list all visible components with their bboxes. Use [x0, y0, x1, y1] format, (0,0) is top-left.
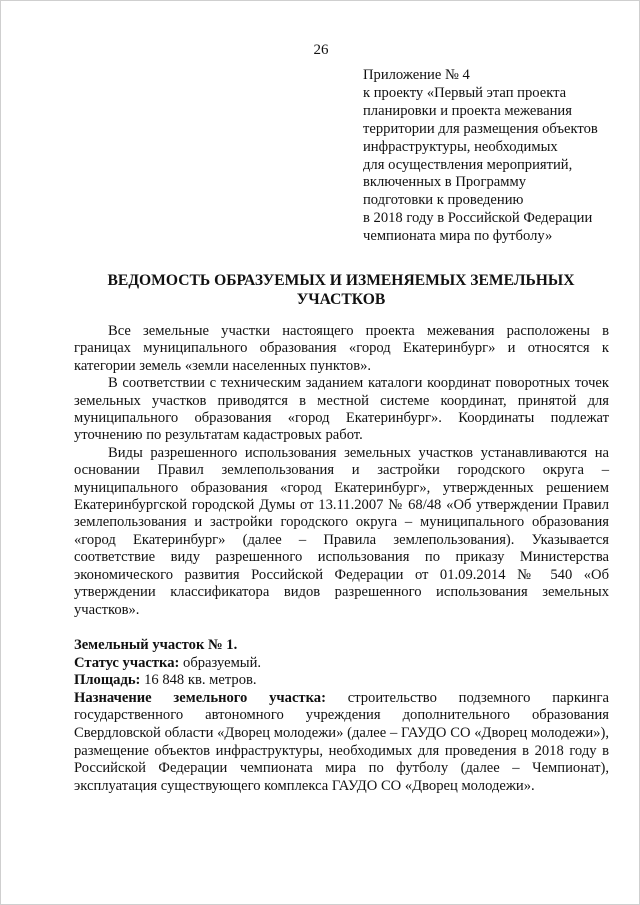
appendix-line: планировки и проекта межевания [363, 102, 572, 119]
paragraph-coordinates: В соответствии с техническим заданием каталоги координат поворотных точек земельных участков приводятся в местной системе координат, принятой для муниципального образования «город Екатеринбург». Координаты подлежат уточнению по результатам кадастровых работ. [74, 375, 609, 444]
paragraph-permitted-use: Виды разрешенного использования земельных участков устанавливаются на основании Правил землепользования и застройки городского округа – муниципального образования «город Екатеринбург», утвержденных решением Екатеринбургской городской Думы от 13.11.2007 № 68/48 «Об утверждении Правил землепользования и застройки городского округа – муниципального образования «город Екатеринбург» (далее – Правила землепользования). Указывается соответствие виду разрешенного использования по приказу Министерства экономического развития Российской Федерации от 01.09.2014 № 540 «Об утверждении классификатора видов разрешенного использования земельных участков». [74, 444, 609, 618]
plot-status-value: образуемый. [179, 654, 262, 671]
plot-purpose-label: Назначение земельного участка: [74, 689, 326, 706]
plot-area [74, 672, 609, 690]
plot-purpose-value: строительство подземного паркинга государственного автономного учреждения дополнительного образования Свердловской области «Дворец молодежи» (далее – ГАУДО СО «Дворец молодежи»), размещение объектов инфраструктуры, необходимых для проведения в 2018 году в Российской Федерации чемпионата мира по футболу (далее – Чемпионат), эксплуатация существующего комплекса ГАУДО СО «Дворец молодежи». [74, 689, 609, 794]
title-line-1: ВЕДОМОСТЬ ОБРАЗУЕМЫХ И ИЗМЕНЯЕМЫХ ЗЕМЕЛЬНЫХ [107, 272, 575, 289]
document-body [74, 323, 609, 619]
appendix-line: к проекту «Первый этап проекта [363, 84, 567, 101]
paragraph-land-category: Все земельные участки настоящего проекта межевания расположены в границах муниципального образования «город Екатеринбург» и относятся к категории земель «земли населенных пунктов». [74, 323, 609, 374]
plot-purpose [74, 690, 609, 796]
plot-section [74, 637, 609, 795]
page-number: 26 [313, 42, 329, 58]
document-title [73, 272, 609, 309]
title-line-2: УЧАСТКОВ [296, 290, 386, 308]
appendix-line: инфраструктуры, необходимых [363, 138, 558, 155]
appendix-line: в 2018 году в Российской Федерации [363, 210, 593, 227]
plot-area-value: 16 848 кв. метров. [140, 672, 257, 689]
plot-heading-text: Земельный участок № 1. [74, 637, 238, 653]
appendix-line: включенных в Программу [363, 174, 526, 191]
appendix-line: для осуществления мероприятий, [363, 156, 573, 173]
appendix-line: подготовки к проведению [363, 192, 524, 209]
appendix-line: чемпионата мира по футболу» [363, 228, 553, 245]
plot-heading [74, 637, 609, 655]
appendix-note [363, 67, 613, 246]
plot-status-label: Статус участка: [74, 654, 180, 671]
plot-status [74, 655, 609, 673]
appendix-line: Приложение № 4 [363, 67, 470, 83]
appendix-line: территории для размещения объектов [363, 120, 598, 137]
plot-area-label: Площадь: [74, 672, 141, 689]
